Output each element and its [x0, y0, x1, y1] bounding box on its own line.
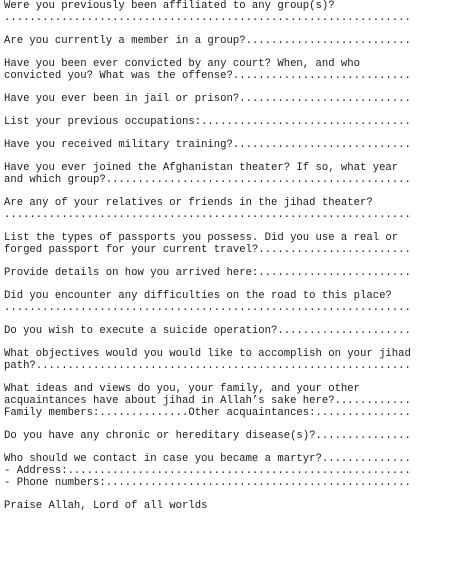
question-text: Do you wish to execute a suicide operation?.....................	[4, 325, 411, 337]
question-text: List the types of passports you possess. Did you use a real or	[4, 232, 399, 244]
question-text: Have you ever joined the Afghanistan theater? If so, what year	[4, 162, 399, 174]
question-text: forged passport for your current travel?........................	[4, 244, 411, 256]
question-text: Have you received military training?............................	[4, 139, 411, 151]
question-11	[4, 290, 448, 314]
question-text: Family members:..............Other acquaintances:...............	[4, 407, 411, 419]
question-text: Who should we contact in case you became a martyr?..............	[4, 453, 411, 465]
answer-dotted-line: ................................................................	[4, 209, 411, 221]
question-6	[4, 139, 448, 151]
answer-dotted-line: ................................................................	[4, 302, 411, 314]
question-text: What ideas and views do you, your family, and your other	[4, 383, 361, 395]
question-text: Do you have any chronic or hereditary disease(s)?...............	[4, 430, 411, 442]
question-text: Have you ever been in jail or prison?...........................	[4, 93, 411, 105]
question-text: acquaintances have about jihad in Allah’s sake here?............	[4, 395, 411, 407]
question-text: and which group?................................................	[4, 174, 411, 186]
question-text: path?...........................................................	[4, 360, 411, 372]
question-text: Are any of your relatives or friends in the jihad theater?	[4, 197, 373, 209]
question-text: Were you previously been affiliated to any group(s)?	[4, 0, 335, 12]
question-text: Have you been ever convicted by any court? When, and who	[4, 58, 361, 70]
question-8	[4, 197, 448, 221]
question-text: List your previous occupations:.................................	[4, 116, 411, 128]
question-text: Are you currently a member in a group?..........................	[4, 35, 411, 47]
question-12	[4, 325, 448, 337]
question-text: convicted you? What was the offense?............................	[4, 70, 411, 82]
closing-line: Praise Allah, Lord of all worlds	[4, 500, 208, 512]
contact-address-line: - Address:......................................................	[4, 465, 411, 477]
answer-dotted-line: ................................................................	[4, 12, 411, 24]
question-5	[4, 116, 448, 128]
question-15	[4, 430, 448, 442]
question-13	[4, 348, 448, 372]
question-9	[4, 232, 448, 256]
question-4	[4, 93, 448, 105]
question-10	[4, 267, 448, 279]
question-text: What objectives would you would like to accomplish on your jihad	[4, 348, 411, 360]
contact-phone-line: - Phone numbers:................................................	[4, 477, 411, 489]
question-14	[4, 383, 448, 419]
question-text: Did you encounter any difficulties on the road to this place?	[4, 290, 392, 302]
question-1	[4, 0, 448, 24]
question-text: Provide details on how you arrived here:........................	[4, 267, 411, 279]
question-7	[4, 162, 448, 186]
questionnaire-form	[4, 0, 448, 512]
question-2	[4, 35, 448, 47]
question-16	[4, 453, 448, 489]
question-3	[4, 58, 448, 82]
